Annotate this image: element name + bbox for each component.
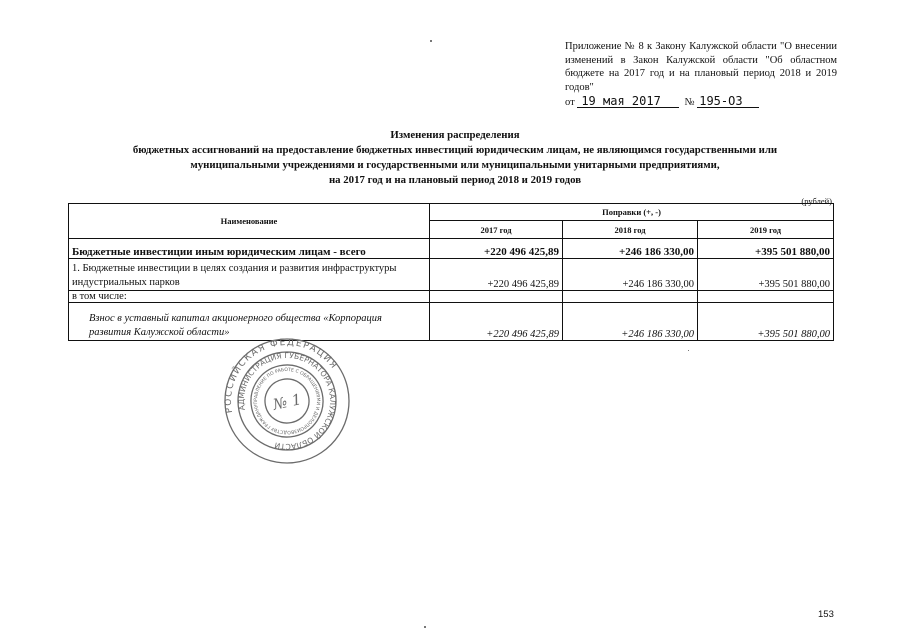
row-value-2019: +395 501 880,00 (698, 303, 834, 341)
number-prefix: № (684, 97, 695, 108)
official-seal (222, 336, 352, 466)
law-date-line (565, 95, 837, 110)
title-line-2: бюджетных ассигнований на предоставление бюджетных инвестиций юридическим лицам, не являющимся государственными или (132, 144, 778, 156)
row-value-2017: +220 496 425,89 (430, 303, 563, 341)
appendix-header (565, 40, 837, 110)
title-line-3: муниципальными учреждениями и государственными или муниципальными унитарными предприятиями, (190, 159, 720, 171)
header-name: Наименование (69, 204, 430, 239)
document-title (60, 128, 850, 188)
row-value-2018: +246 186 330,00 (563, 239, 698, 259)
title-line-4: на 2017 год и на плановый период 2018 и 2019 годов (328, 174, 582, 186)
row-value-2019: +395 501 880,00 (698, 239, 834, 259)
page-number: 153 (818, 609, 834, 620)
header-year-2019: 2019 год (698, 221, 834, 239)
scan-speck (688, 350, 689, 351)
header-amendments: Поправки (+, -) (430, 204, 834, 221)
table-header-row (69, 204, 834, 221)
row-label: в том числе: (69, 291, 430, 303)
row-label: Взнос в уставный капитал акционерного общества «Корпорация развития Калужской области» (69, 303, 430, 341)
table-row-total (69, 239, 834, 259)
row-value-2019: +395 501 880,00 (698, 259, 834, 291)
table-row-subitem (69, 303, 834, 341)
row-value-2019 (698, 291, 834, 303)
table-row-item (69, 259, 834, 291)
budget-table (68, 203, 834, 341)
seal-inner-text: УПРАВЛЕНИЕ ПО РАБОТЕ С ОБРАЩЕНИЯМИ И ДЕЛОПРОИЗВОДСТВУ ГРАЖДАН (253, 367, 321, 435)
scan-speck (424, 626, 426, 628)
header-year-2017: 2017 год (430, 221, 563, 239)
law-number: 195-ОЗ (697, 95, 759, 108)
seal-outer-text: РОССИЙСКАЯ ФЕДЕРАЦИЯ (223, 337, 340, 414)
table-row-including (69, 291, 834, 303)
title-line-1: Изменения распределения (390, 129, 520, 141)
date-prefix: от (565, 97, 575, 108)
seal-ring-text: АДМИНИСТРАЦИЯ ГУБЕРНАТОРА КАЛУЖСКОЙ ОБЛАСТИ (236, 350, 338, 452)
law-date: 19 мая 2017 (577, 95, 679, 108)
row-value-2017: +220 496 425,89 (430, 259, 563, 291)
scan-speck (430, 40, 432, 42)
row-value-2018 (563, 291, 698, 303)
header-year-2018: 2018 год (563, 221, 698, 239)
row-value-2017 (430, 291, 563, 303)
row-label: 1. Бюджетные инвестиции в целях создания и развития инфраструктуры индустриальных парков (69, 259, 430, 291)
row-label: Бюджетные инвестиции иным юридическим лицам - всего (69, 239, 430, 259)
row-value-2017: +220 496 425,89 (430, 239, 563, 259)
row-value-2018: +246 186 330,00 (563, 303, 698, 341)
currency-unit: (рублей) (801, 196, 832, 206)
appendix-text: Приложение № 8 к Закону Калужской области "О внесении изменений в Закон Калужской области "Об областном бюджете на 2017 год и на плановый период 2018 и 2019 годов" (565, 41, 837, 93)
seal-center-number: № 1 (271, 390, 304, 414)
row-value-2018: +246 186 330,00 (563, 259, 698, 291)
